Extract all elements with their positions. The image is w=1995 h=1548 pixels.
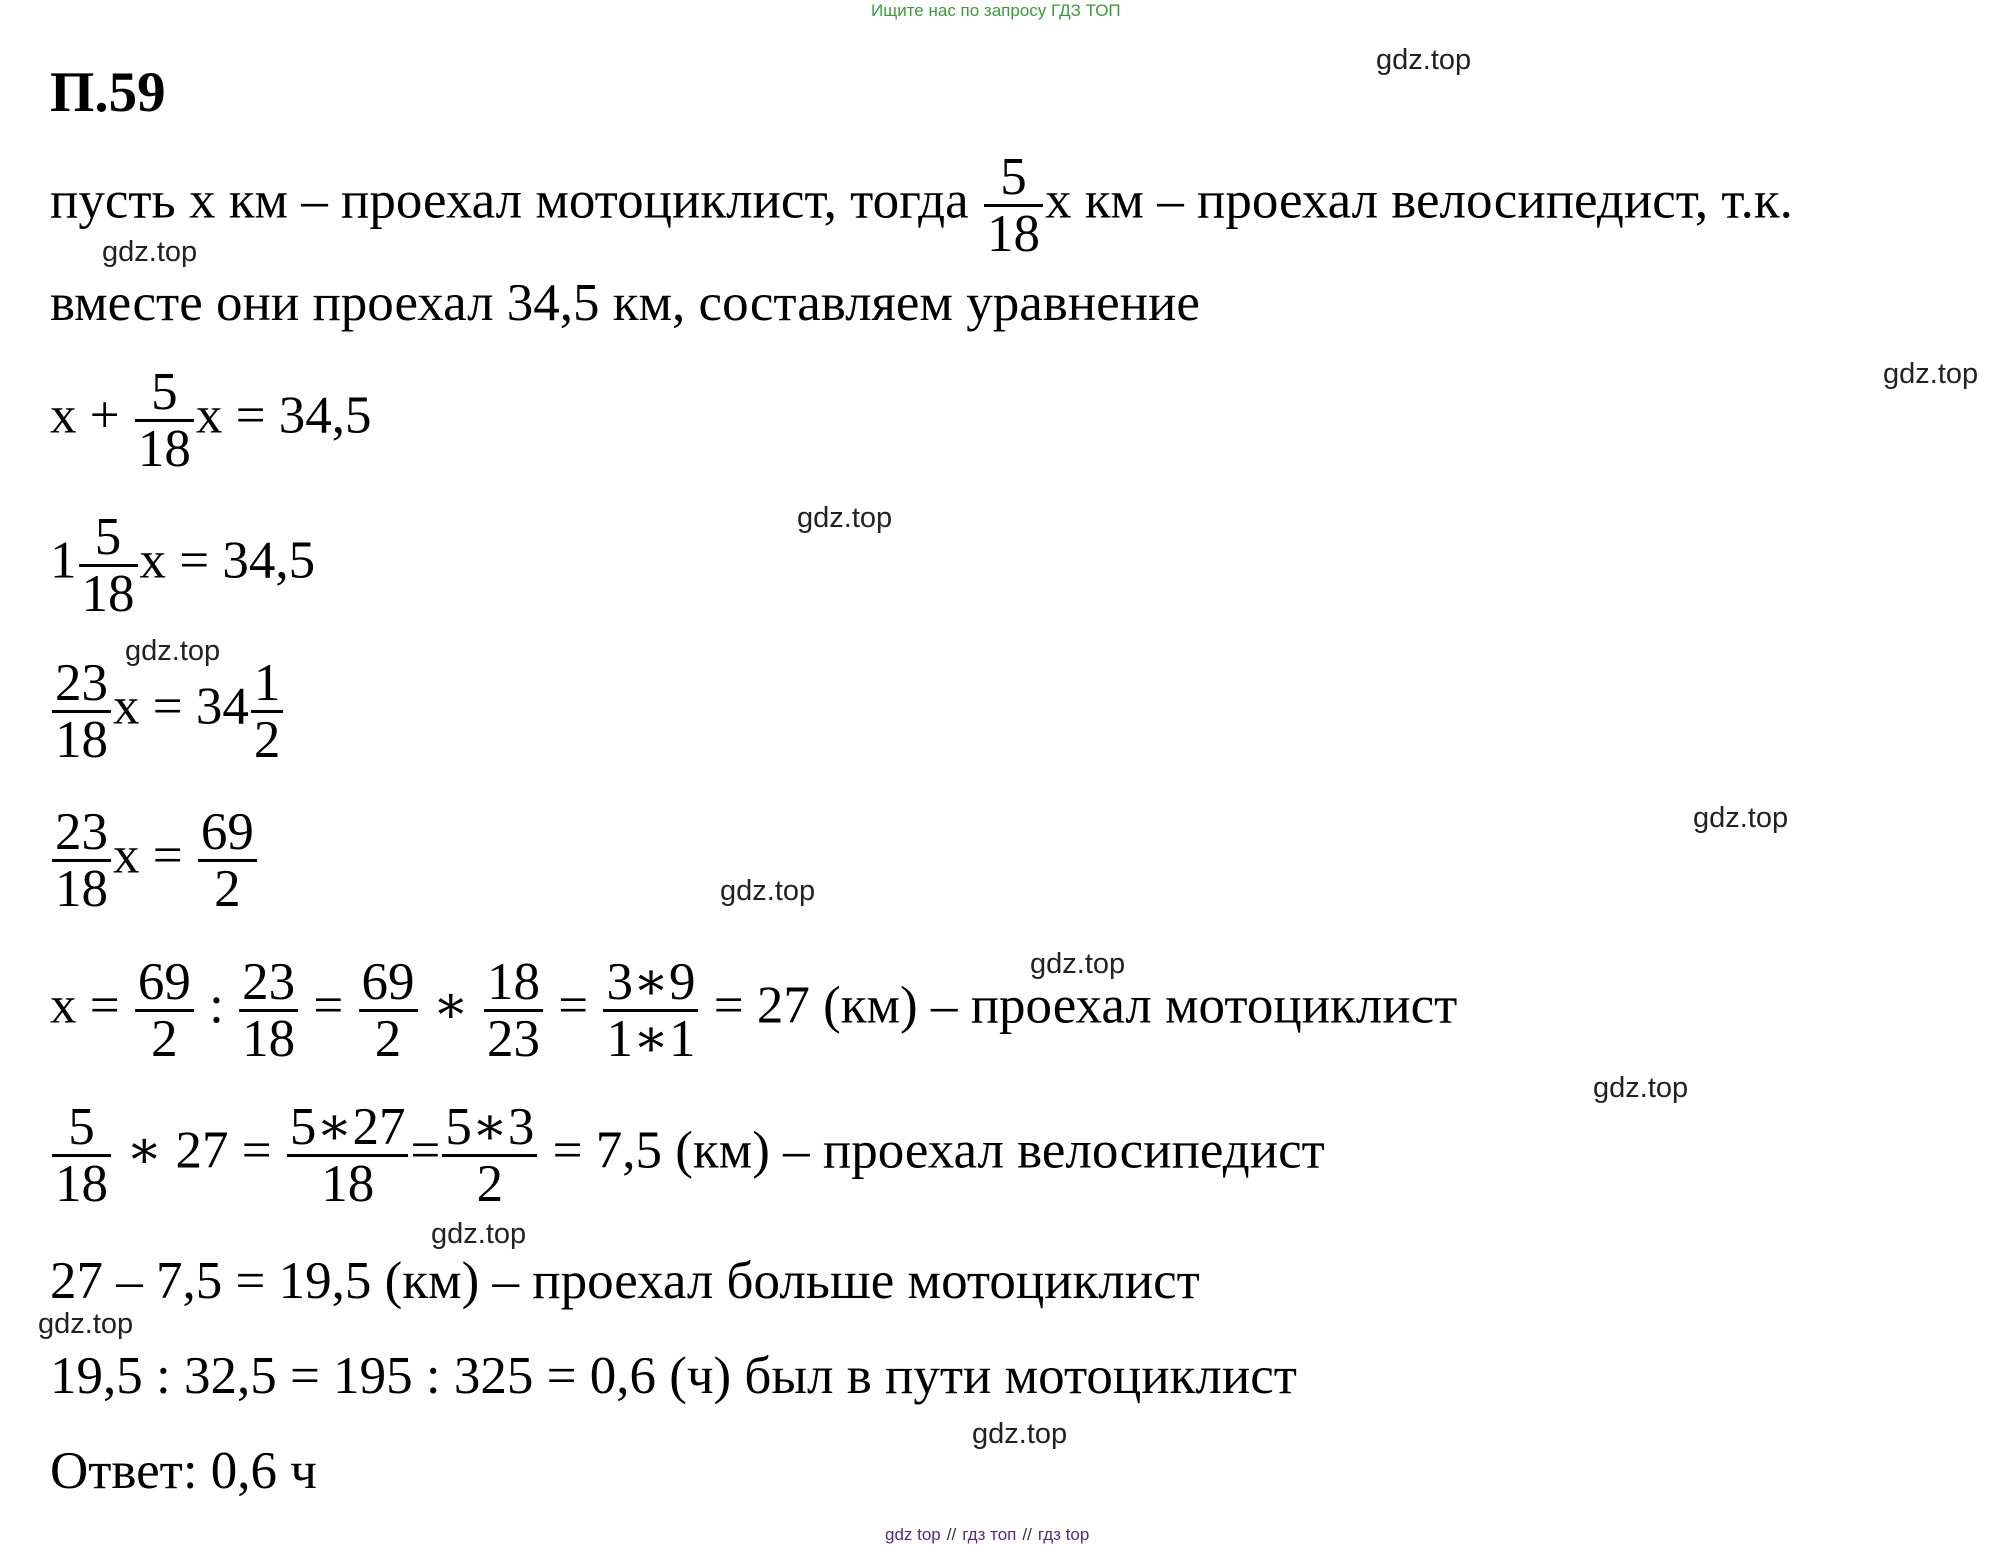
fraction-denominator: 2 xyxy=(253,711,281,770)
eq-operator: : xyxy=(195,976,238,1035)
fraction-denominator: 18 xyxy=(55,711,108,770)
fraction xyxy=(52,654,111,770)
fraction-numerator: 1 xyxy=(251,656,284,713)
fraction-numerator: 5 xyxy=(52,1100,111,1157)
fraction-numerator: 18 xyxy=(484,955,543,1012)
eq-text: x + xyxy=(50,386,133,445)
footer-link-3[interactable]: гдз top xyxy=(1037,1525,1090,1544)
fraction-denominator: 2 xyxy=(374,1010,402,1069)
fraction-denominator: 18 xyxy=(55,1155,108,1214)
fraction xyxy=(603,953,698,1069)
watermark: gdz.top xyxy=(102,236,198,268)
fraction-numerator: 5 xyxy=(984,150,1043,207)
intro-line-2: вместе они проехал 34,5 км, составляем уравнение xyxy=(50,274,1200,332)
fraction xyxy=(135,363,194,479)
footer-link-2[interactable]: гдз топ xyxy=(962,1525,1017,1544)
fraction xyxy=(251,654,284,770)
fraction-denominator: 2 xyxy=(151,1010,178,1069)
fraction-denominator: 18 xyxy=(321,1155,375,1214)
eq-text: x = xyxy=(50,976,133,1035)
intro-text-2: x км – проехал велосипедист, т.к. xyxy=(1044,171,1793,230)
equation-5 xyxy=(50,953,1458,1069)
watermark: gdz.top xyxy=(125,635,221,667)
fraction xyxy=(484,953,543,1069)
intro-line-1 xyxy=(50,148,1793,264)
fraction-denominator: 1∗1 xyxy=(606,1010,696,1069)
fraction-denominator: 2 xyxy=(214,860,241,919)
fraction-numerator: 69 xyxy=(198,805,257,862)
footer-link-1[interactable]: gdz top xyxy=(885,1525,941,1544)
eq-text: = 27 (км) – проехал мотоциклист xyxy=(700,976,1458,1035)
answer: Ответ: 0,6 ч xyxy=(50,1442,317,1500)
eq-text: 1 xyxy=(50,531,77,590)
fraction-numerator: 23 xyxy=(239,955,298,1012)
watermark: gdz.top xyxy=(972,1418,1068,1450)
watermark: gdz.top xyxy=(431,1218,527,1250)
intro-text-1: пусть x км – проехал мотоциклист, тогда xyxy=(50,171,982,230)
eq-operator: ∗ xyxy=(419,976,483,1035)
eq-operator: = xyxy=(545,976,602,1035)
eq-text: x = xyxy=(113,826,196,885)
fraction xyxy=(79,508,138,624)
footer-separator: // xyxy=(946,1525,957,1544)
fraction xyxy=(52,1098,111,1214)
watermark: gdz.top xyxy=(1030,948,1126,980)
eq-text: x = 34,5 xyxy=(139,531,316,590)
fraction-denominator: 18 xyxy=(137,420,191,479)
fraction-numerator: 5 xyxy=(135,365,194,422)
fraction-denominator: 18 xyxy=(986,205,1040,264)
fraction-numerator: 69 xyxy=(359,955,418,1012)
equation-2 xyxy=(50,508,316,624)
fraction xyxy=(442,1098,537,1214)
eq-operator: = xyxy=(300,976,357,1035)
fraction xyxy=(135,953,194,1069)
page-title: П.59 xyxy=(50,61,166,124)
fraction-numerator: 5 xyxy=(79,510,138,567)
fraction-numerator: 23 xyxy=(52,805,111,862)
fraction-numerator: 23 xyxy=(52,656,111,713)
watermark: gdz.top xyxy=(1376,44,1472,76)
equation-3 xyxy=(50,654,285,770)
fraction xyxy=(359,953,418,1069)
top-banner: Ищите нас по запросу ГДЗ ТОП xyxy=(871,1,1121,20)
fraction xyxy=(52,803,111,919)
equation-7: 27 – 7,5 = 19,5 (км) – проехал больше мотоциклист xyxy=(50,1252,1200,1310)
fraction-denominator: 23 xyxy=(487,1010,541,1069)
fraction-numerator: 69 xyxy=(135,955,194,1012)
watermark: gdz.top xyxy=(797,502,893,534)
equation-8: 19,5 : 32,5 = 195 : 325 = 0,6 (ч) был в пути мотоциклист xyxy=(50,1347,1297,1405)
fraction-numerator: 3∗9 xyxy=(603,955,698,1012)
fraction xyxy=(239,953,298,1069)
watermark: gdz.top xyxy=(1693,802,1789,834)
watermark: gdz.top xyxy=(1883,358,1979,390)
equation-6 xyxy=(50,1098,1325,1214)
eq-text: x = 34,5 xyxy=(195,386,372,445)
fraction-denominator: 18 xyxy=(55,860,108,919)
fraction xyxy=(287,1098,409,1214)
watermark: gdz.top xyxy=(1593,1072,1689,1104)
fraction-denominator: 18 xyxy=(242,1010,296,1069)
watermark: gdz.top xyxy=(38,1308,134,1340)
fraction xyxy=(984,148,1043,264)
eq-operator: = xyxy=(410,1121,441,1180)
eq-text: ∗ 27 = xyxy=(113,1121,285,1180)
fraction-denominator: 18 xyxy=(81,565,135,624)
fraction-denominator: 2 xyxy=(476,1155,504,1214)
footer-separator: // xyxy=(1022,1525,1032,1544)
eq-text: = 7,5 (км) – проехал велосипедист xyxy=(539,1121,1325,1180)
equation-4 xyxy=(50,803,259,919)
fraction-numerator: 5∗27 xyxy=(287,1100,409,1157)
fraction xyxy=(198,803,257,919)
equation-1 xyxy=(50,363,372,479)
fraction-numerator: 5∗3 xyxy=(442,1100,537,1157)
footer xyxy=(885,1525,1089,1545)
watermark: gdz.top xyxy=(720,875,816,907)
eq-text: x = 34 xyxy=(113,677,249,736)
